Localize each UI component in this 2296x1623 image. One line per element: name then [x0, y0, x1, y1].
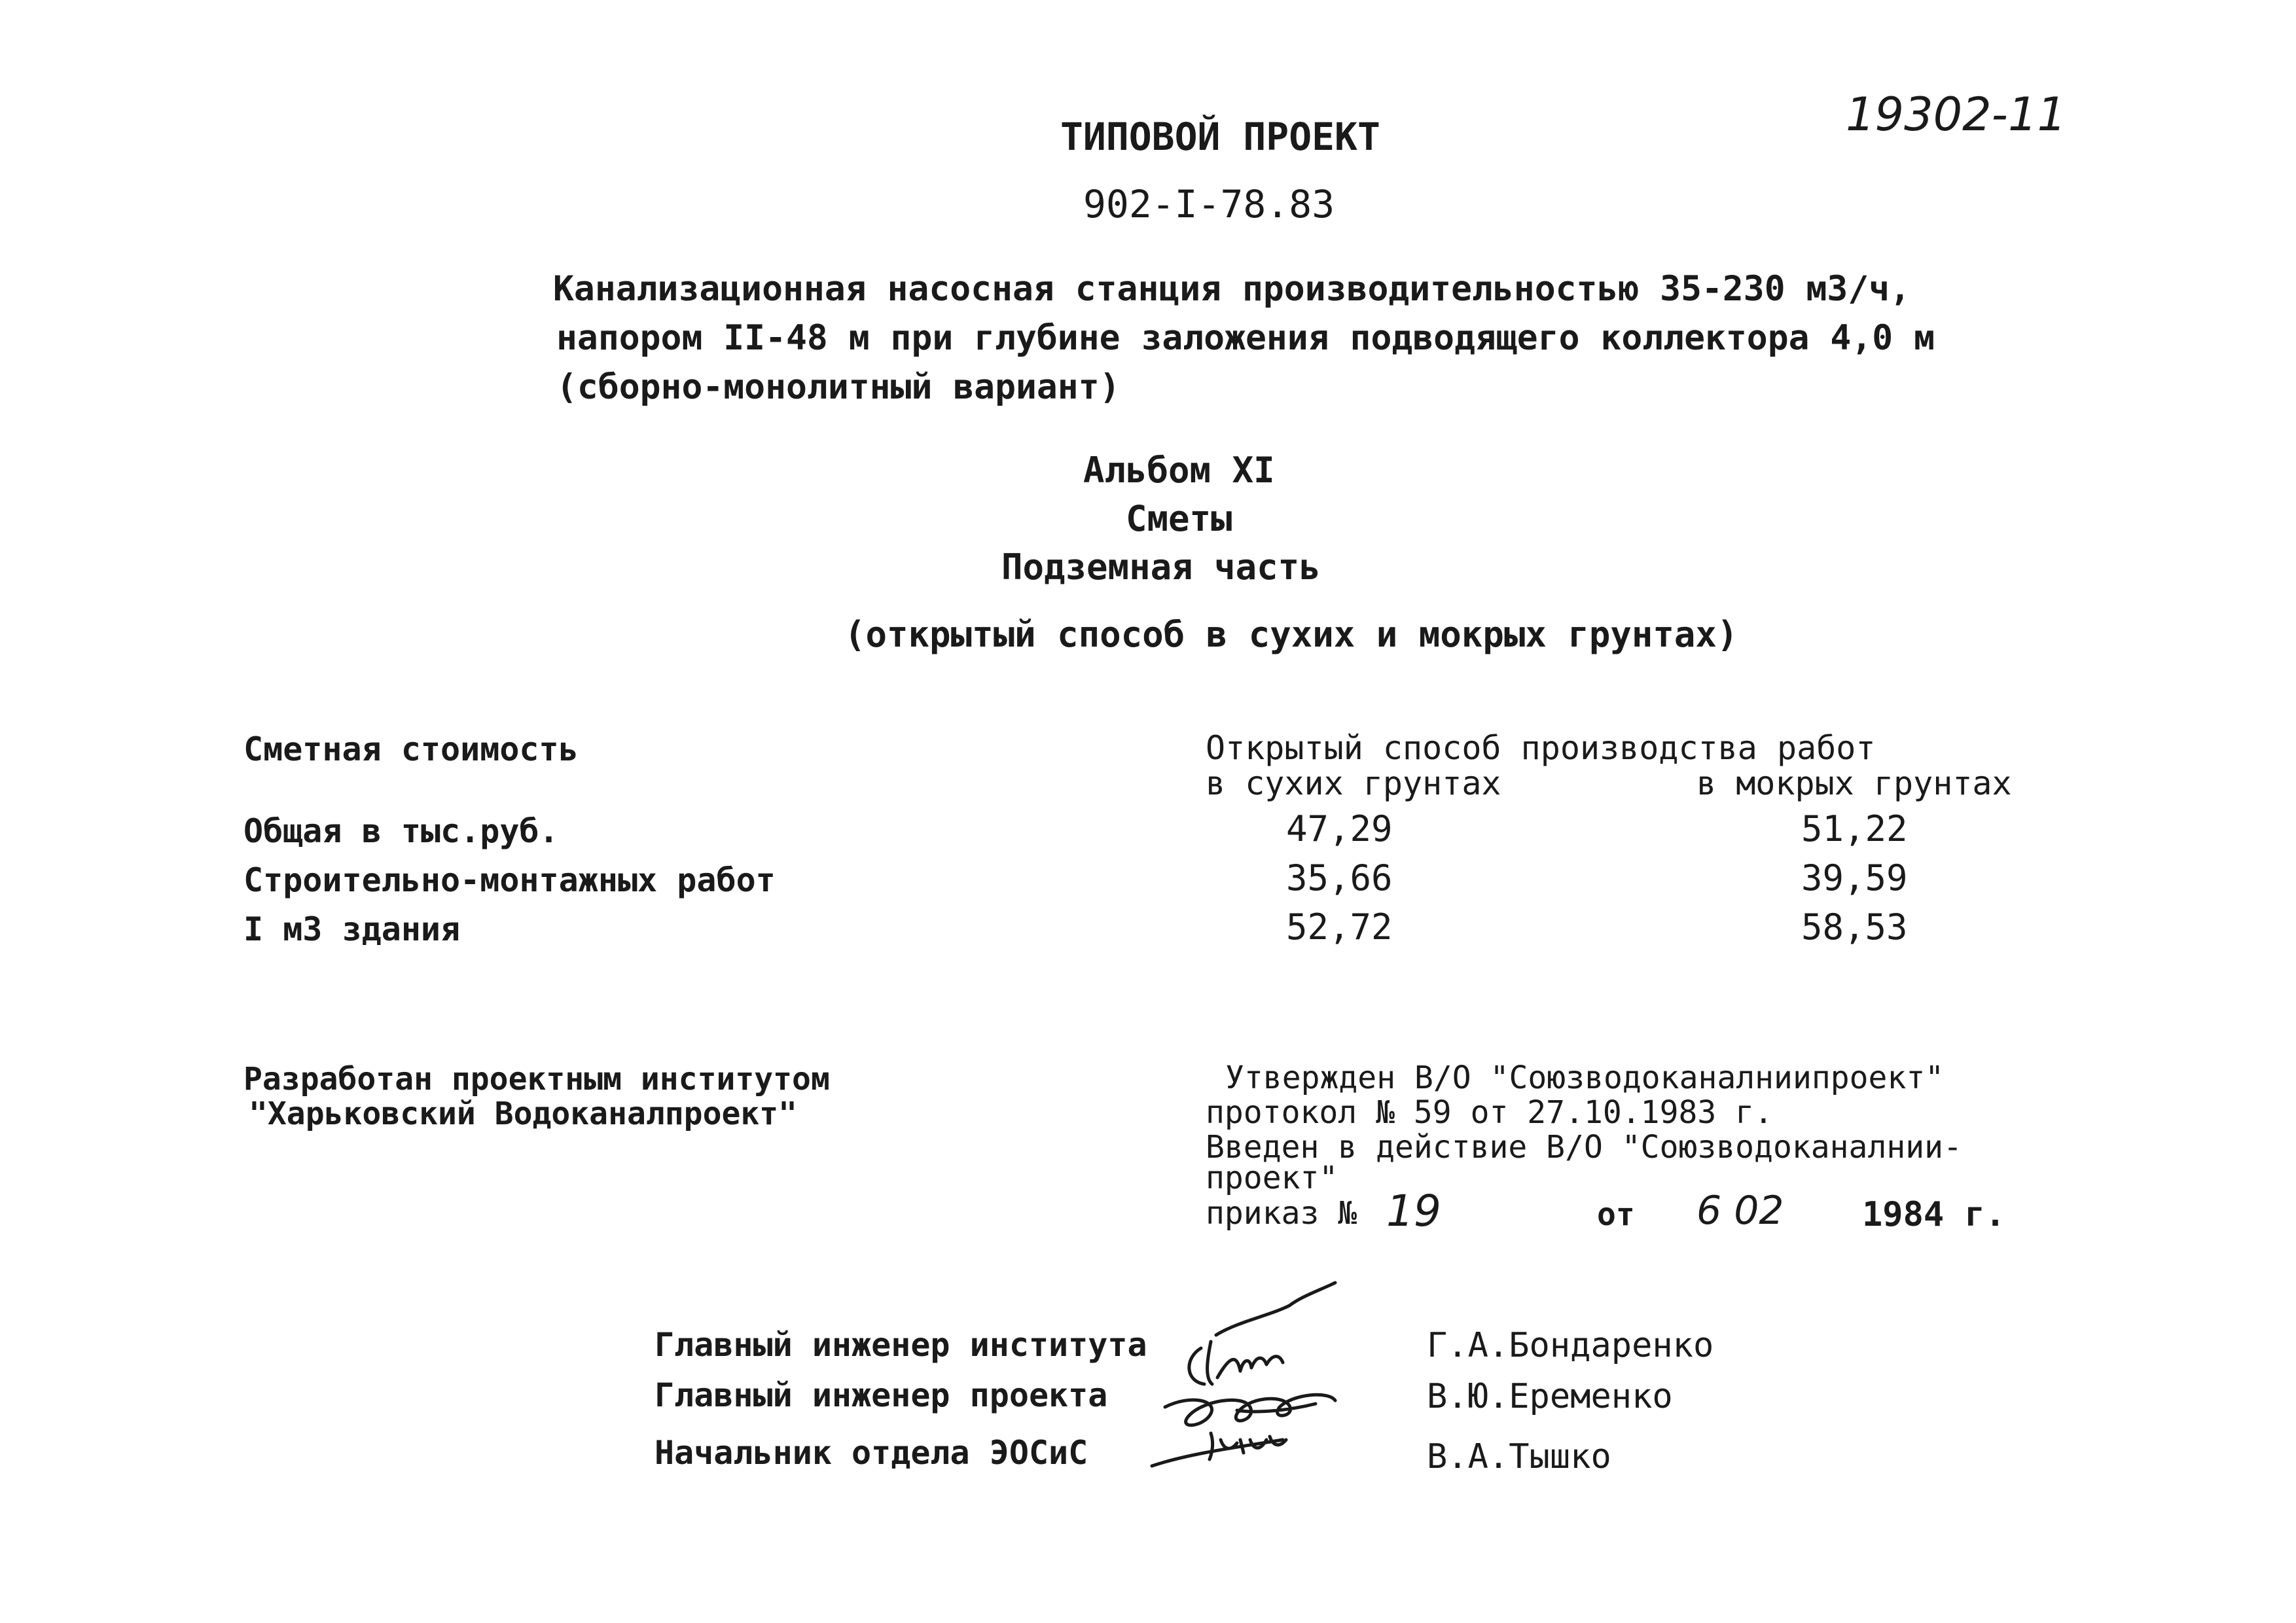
signature-group [1139, 1243, 1453, 1492]
album-subtitle-estimates: Сметы [1126, 498, 1232, 539]
approval-order-from: от [1597, 1196, 1635, 1233]
album-subtitle-underground: Подземная часть [1001, 546, 1321, 588]
approval-order-date: 6 02 [1696, 1188, 1784, 1234]
cost-row-wet-value: 51,22 [1801, 808, 1908, 849]
approval-order-number: 19 [1386, 1186, 1441, 1236]
signatory-name: В.Ю.Еременко [1427, 1377, 1673, 1416]
signatory-role: Начальник отдела ЭОСиС [655, 1434, 1088, 1472]
approval-order-prefix: приказ № [1206, 1195, 1357, 1232]
cost-table-col-dry: в сухих грунтах [1206, 764, 1501, 802]
cost-row-dry-value: 52,72 [1286, 906, 1393, 948]
approval-line-3: Введен в действие В/О "Союзводоканалнии- [1206, 1129, 1962, 1166]
cost-table-group-header: Открытый способ производства работ [1206, 729, 1876, 767]
project-code: 902-I-78.83 [1083, 182, 1335, 226]
cost-table-heading: Сметная стоимость [243, 730, 579, 768]
cost-row-wet-value: 58,53 [1801, 906, 1908, 948]
approval-line-1: Утвержден В/О "Союзводоканалниипроект" [1225, 1060, 1945, 1096]
cost-row-dry-value: 47,29 [1286, 808, 1393, 849]
cost-row-wet-value: 39,59 [1801, 857, 1908, 899]
cost-row-label: I м3 здания [243, 910, 461, 948]
cost-table-col-wet: в мокрых грунтах [1696, 764, 2012, 802]
developer-line-2: "Харьковский Водоканалпроект" [249, 1096, 798, 1132]
project-type-heading: ТИПОВОЙ ПРОЕКТ [1060, 115, 1380, 159]
album-subtitle-method: (открытый способ в сухих и мокрых грунтах) [844, 614, 1738, 655]
signatory-name: В.А.Тышко [1427, 1437, 1611, 1476]
approval-line-2: протокол № 59 от 27.10.1983 г. [1206, 1094, 1773, 1131]
signature-1 [1189, 1283, 1335, 1384]
signature-3 [1152, 1433, 1286, 1466]
developer-line-1: Разработан проектным институтом [243, 1061, 830, 1097]
cost-row-label: Общая в тыс.руб. [243, 812, 559, 850]
document-number-handwritten: 19302-11 [1846, 88, 2067, 141]
approval-order-year: 1984 г. [1862, 1195, 2006, 1234]
cost-row-dry-value: 35,66 [1286, 857, 1393, 899]
title-line-1: Канализационная насосная станция производительностью 35-230 м3/ч, [553, 269, 1911, 309]
signatory-role: Главный инженер проекта [655, 1376, 1108, 1414]
album-label: Альбом XI [1083, 450, 1275, 491]
signatory-role: Главный инженер института [655, 1326, 1147, 1364]
signature-2 [1165, 1395, 1335, 1425]
title-line-3: (сборно-монолитный вариант) [556, 367, 1121, 407]
cost-row-label: Строительно-монтажных работ [243, 861, 776, 899]
signatory-name: Г.А.Бондаренко [1427, 1326, 1714, 1365]
approval-line-4: проект" [1206, 1160, 1338, 1196]
title-line-2: напором II-48 м при глубине заложения подводящего коллектора 4,0 м [556, 318, 1935, 358]
